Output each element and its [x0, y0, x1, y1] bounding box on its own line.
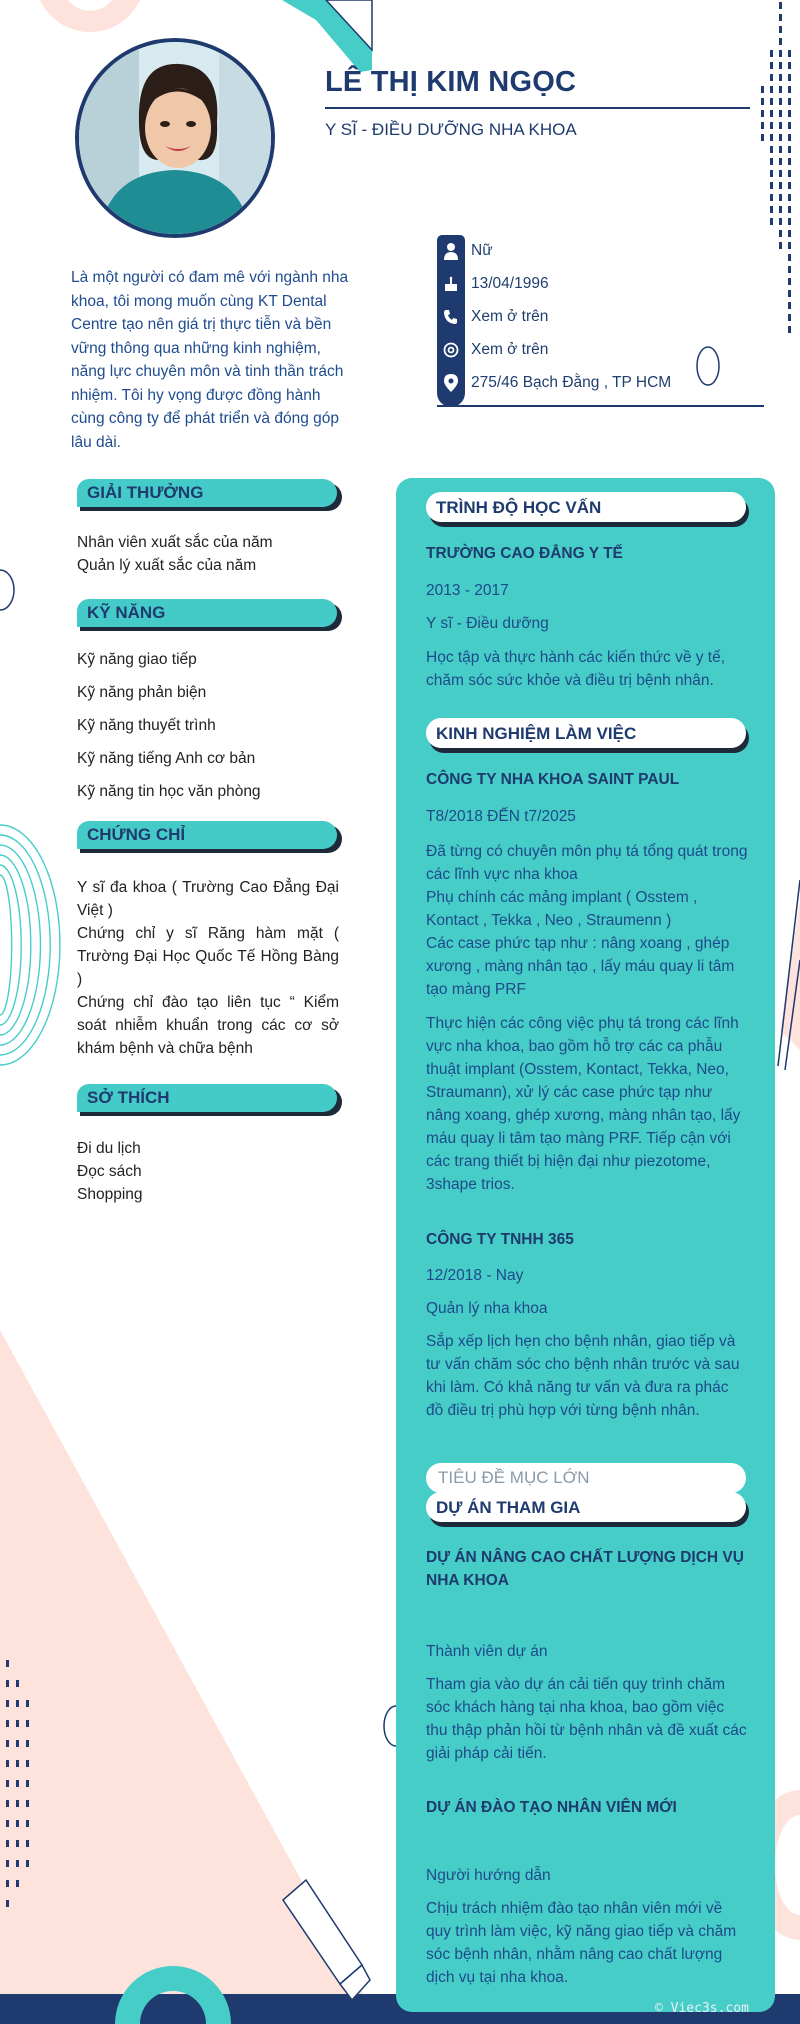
info-phone: Xem ở trên — [437, 300, 767, 333]
job-role: Quản lý nha khoa — [426, 1300, 548, 1317]
name-underline — [325, 107, 750, 109]
email-at-icon — [437, 342, 465, 358]
project-name: DỰ ÁN ĐÀO TẠO NHÂN VIÊN MỚI — [426, 1799, 677, 1816]
job-detail-line: Phụ chính các mảng implant ( Osstem , Kontact , Tekka , Neo , Straumenn ) — [426, 889, 698, 929]
info-underline — [437, 405, 764, 407]
section-heading-hobbies: SỞ THÍCH — [77, 1084, 337, 1110]
education-school: TRƯỜNG CAO ĐẲNG Y TẾ — [426, 545, 623, 562]
list-item: Kỹ năng phản biện — [77, 684, 207, 701]
list-item: Kỹ năng thuyết trình — [77, 717, 216, 734]
list-item: Shopping — [77, 1186, 143, 1203]
list-item: Chứng chỉ y sĩ Răng hàm mặt ( Trường Đại Học Quốc Tế Hồng Bàng ) — [77, 925, 339, 988]
list-item: Nhân viên xuất sắc của năm — [77, 534, 273, 551]
project-role: Người hướng dẫn — [426, 1867, 551, 1884]
education-major: Y sĩ - Điều dưỡng — [426, 615, 549, 632]
project-description: Tham gia vào dự án cải tiến quy trình chăm sóc khách hàng tại nha khoa, bao gồm việc thu thập phản hồi từ bệnh nhân và đề xuất các giải pháp cải tiến. — [426, 1676, 747, 1762]
project-role: Thành viên dự án — [426, 1643, 548, 1660]
placeholder-heading: TIÊU ĐỀ MỤC LỚN — [426, 1463, 746, 1493]
profile-photo — [75, 38, 275, 238]
education-description: Học tập và thực hành các kiến thức về y tế, chăm sóc sức khỏe và điều trị bệnh nhân. — [426, 649, 726, 689]
section-heading-projects: DỰ ÁN THAM GIA — [426, 1492, 746, 1524]
education-period: 2013 - 2017 — [426, 582, 509, 599]
job-company: CÔNG TY TNHH 365 — [426, 1231, 574, 1248]
job-title: Y SĨ - ĐIỀU DƯỠNG NHA KHOA — [325, 120, 577, 139]
job-description: Thực hiện các công việc phụ tá trong các lĩnh vực nha khoa, bao gồm hỗ trợ các ca phẫu thuật implant (Osstem, Kontact, Tekka, Neo, Straumann), xử lý các case phức tạp như nâng xoang, ghép xương, màng nhân tạo, lấy máu quay li tâm tạo màng PRF. Tiếp cận với các trang thiết bị hiện đại như piezotome, 3shape trios. — [426, 1015, 741, 1193]
skills-list — [77, 643, 339, 808]
section-heading-skills: KỸ NĂNG — [77, 599, 337, 625]
job-company: CÔNG TY NHA KHOA SAINT PAUL — [426, 771, 680, 788]
info-gender: Nữ — [437, 234, 767, 267]
job-period: 12/2018 - Nay — [426, 1267, 524, 1284]
list-item: Kỹ năng tin học văn phòng — [77, 783, 261, 800]
job-description: Sắp xếp lịch hẹn cho bệnh nhân, giao tiếp và tư vấn chăm sóc cho bệnh nhân trước và sau khi làm. Có khả năng tư vấn và đưa ra phác đồ điều trị phù hợp với từng bệnh nhân. — [426, 1333, 740, 1419]
list-item: Chứng chỉ đào tạo liên tục “ Kiểm soát nhiễm khuẩn trong các cơ sở khám bệnh và chữa bệnh — [77, 994, 339, 1057]
hobbies-list — [77, 1137, 339, 1206]
about-text: Là một người có đam mê với ngành nha khoa, tôi mong muốn cùng KT Dental Centre tạo nên giá trị thực tiễn và bền vững thông qua những kinh nghiệm, năng lực chuyên môn và tinh thần trách nhiệm. Tôi hy vọng được đồng hành cùng công ty để phát triển và đóng góp lâu dài. — [71, 269, 349, 451]
phone-icon — [437, 309, 465, 325]
person-icon — [437, 242, 465, 260]
list-item: Quản lý xuất sắc của năm — [77, 557, 257, 574]
section-heading-awards: GIẢI THƯỞNG — [77, 479, 337, 505]
birthday-cake-icon — [437, 276, 465, 292]
section-heading-certificates: CHỨNG CHỈ — [77, 821, 337, 847]
job-period: T8/2018 ĐẾN t7/2025 — [426, 808, 576, 825]
candidate-name: LÊ THỊ KIM NGỌC — [325, 66, 577, 98]
list-item: Kỹ năng giao tiếp — [77, 651, 197, 668]
watermark: © Viec3s.com — [655, 2001, 749, 2016]
info-address: 275/46 Bạch Đằng , TP HCM — [437, 366, 767, 399]
list-item: Kỹ năng tiếng Anh cơ bản — [77, 750, 256, 767]
info-email: Xem ở trên — [437, 333, 767, 366]
awards-list — [77, 531, 339, 577]
job-details — [426, 840, 748, 1001]
project-name: DỰ ÁN NÂNG CAO CHẤT LƯỢNG DỊCH VỤ NHA KHOA — [426, 1549, 744, 1589]
list-item: Đi du lịch — [77, 1140, 141, 1157]
location-pin-icon — [437, 374, 465, 392]
list-item: Y sĩ đa khoa ( Trường Cao Đẳng Đại Việt ) — [77, 879, 339, 919]
job-detail-line: Đã từng có chuyên môn phụ tá tổng quát trong các lĩnh vực nha khoa — [426, 843, 748, 883]
info-birthday: 13/04/1996 — [437, 267, 767, 300]
section-heading-experience: KINH NGHIỆM LÀM VIỆC — [426, 718, 746, 750]
section-heading-education: TRÌNH ĐỘ HỌC VẤN — [426, 492, 746, 524]
certificates-list — [77, 876, 339, 1060]
project-description: Chịu trách nhiệm đào tạo nhân viên mới về quy trình làm việc, kỹ năng giao tiếp và chăm sóc bệnh nhân, nhằm nâng cao chất lượng dịch vụ tại nha khoa. — [426, 1900, 737, 1986]
job-detail-line: Các case phức tạp như : nâng xoang , ghép xương , màng nhân tạo , lấy máu quay li tâm tạo màng PRF — [426, 935, 735, 998]
list-item: Đọc sách — [77, 1163, 142, 1180]
